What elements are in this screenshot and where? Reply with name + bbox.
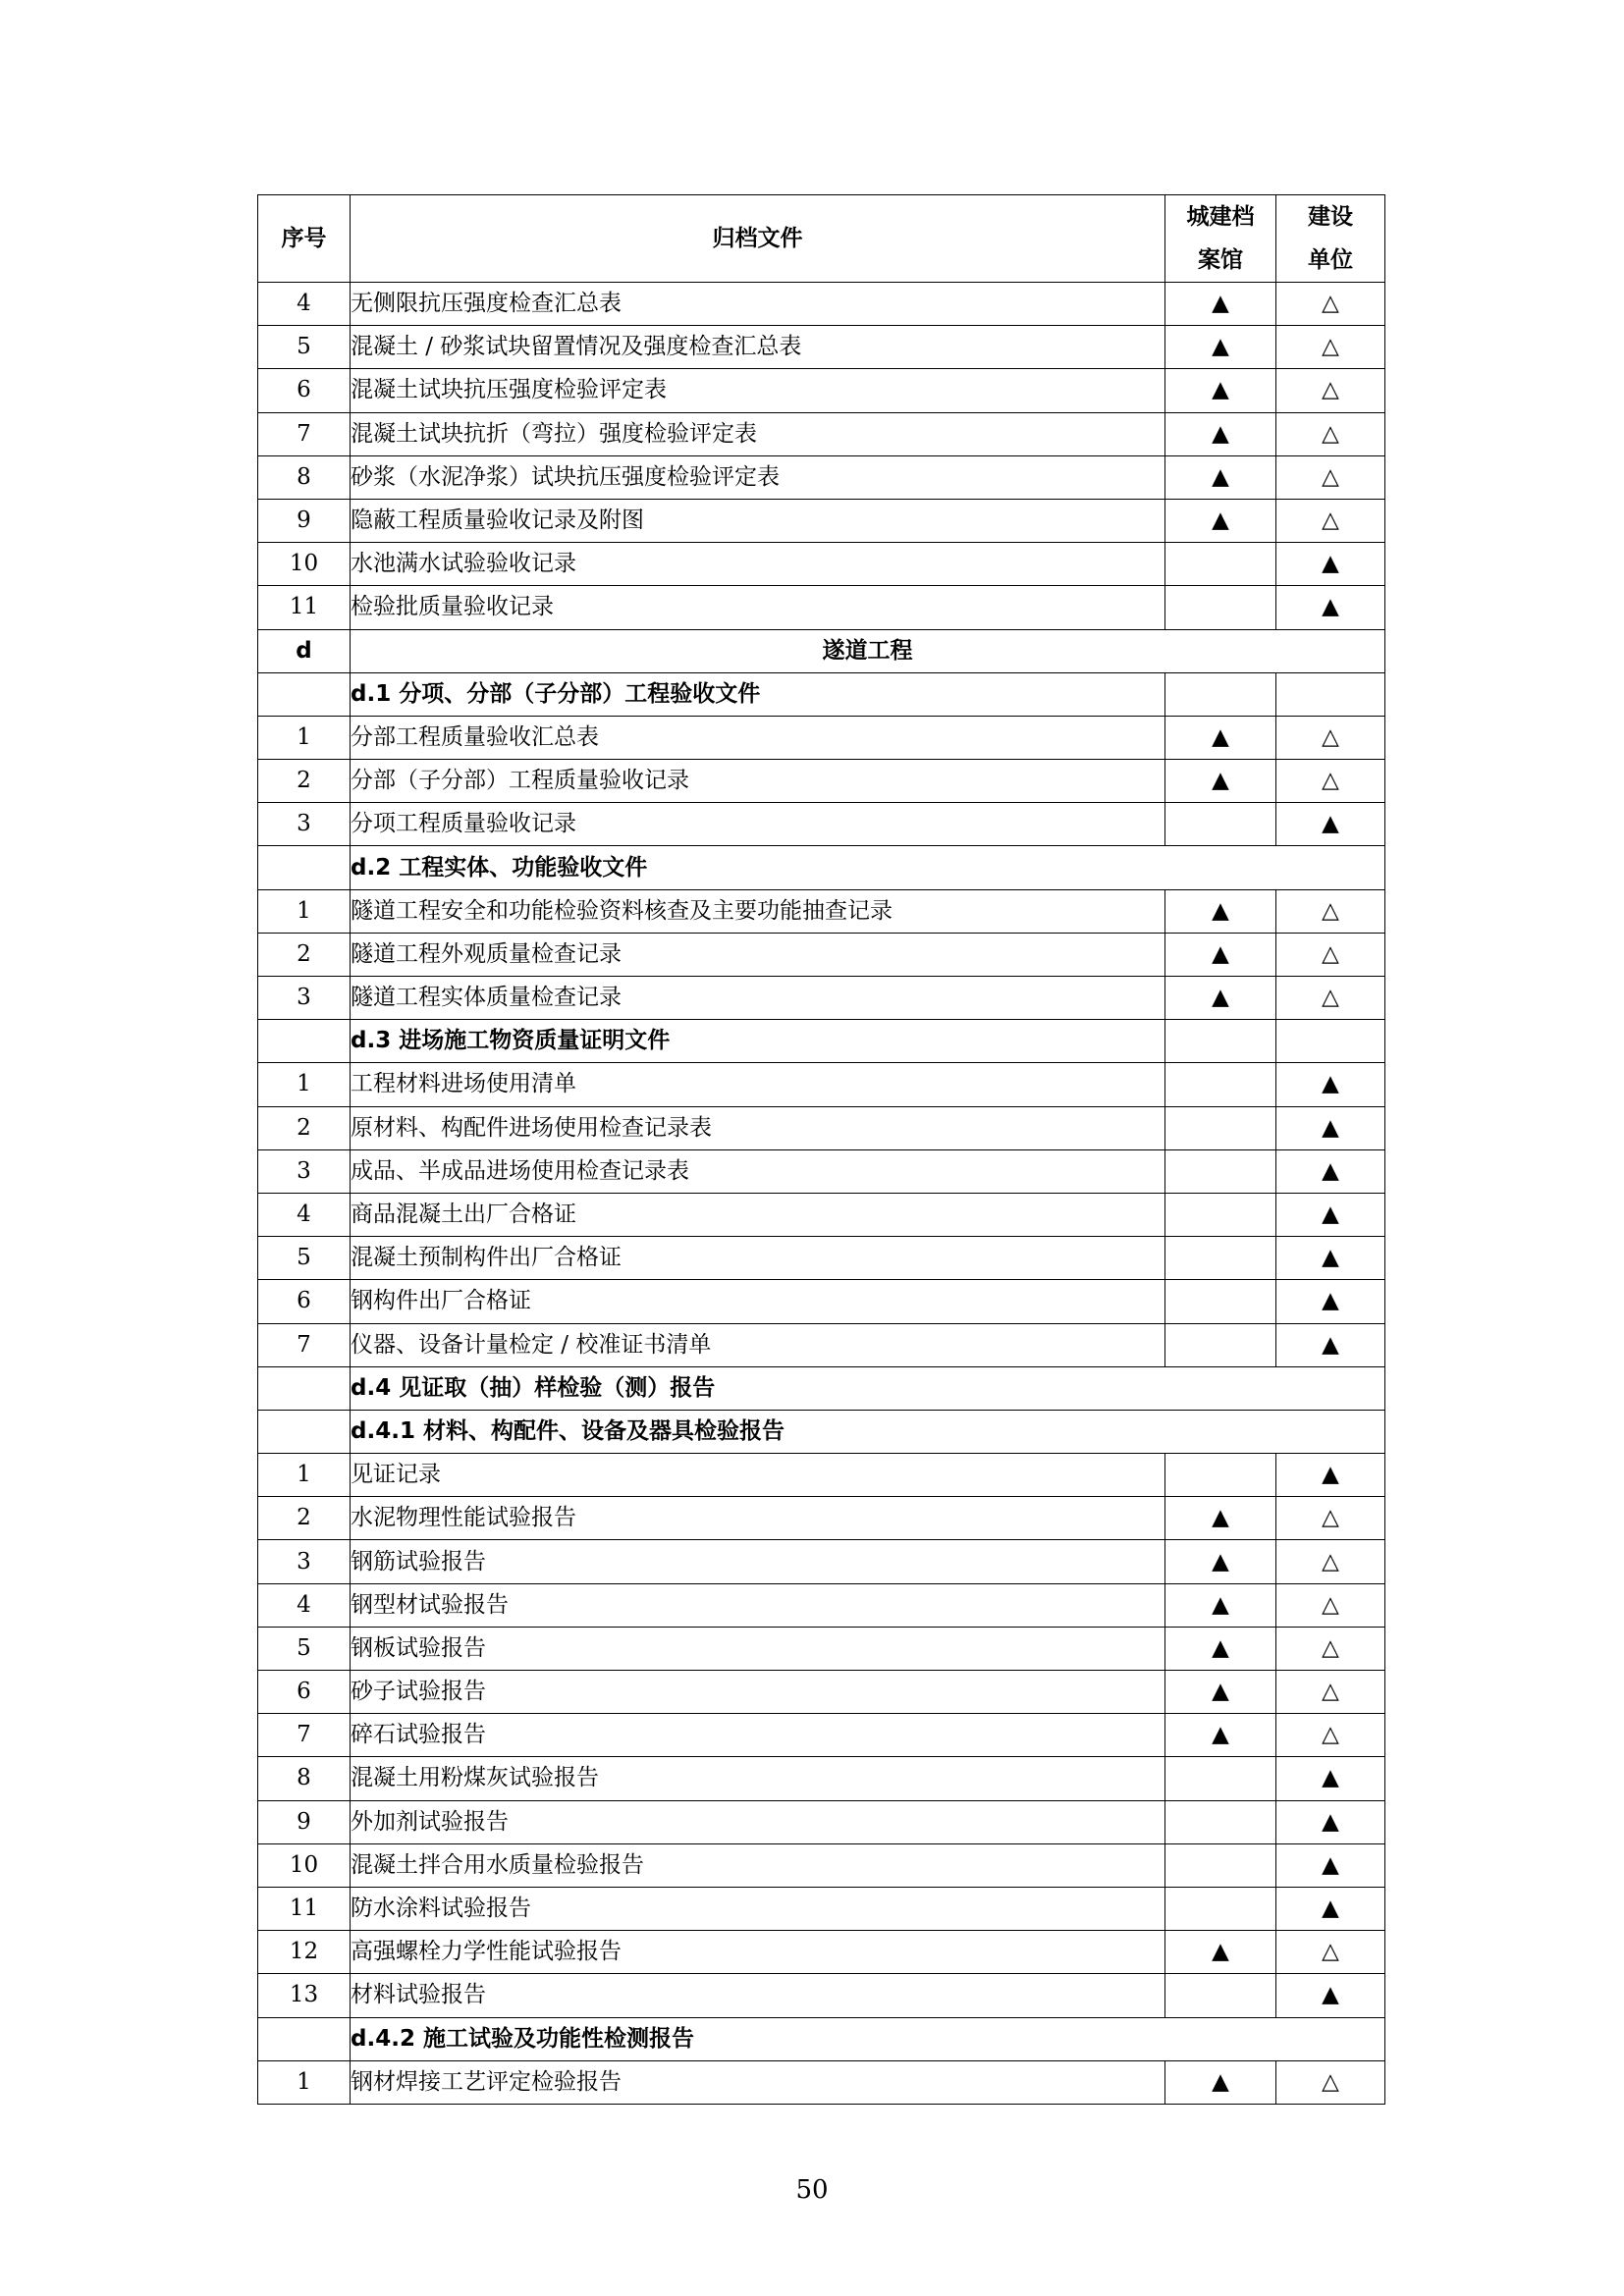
row-seq: 4	[258, 1583, 351, 1627]
archive-mark	[1165, 543, 1276, 586]
row-seq: 2	[258, 760, 351, 803]
table-row	[258, 933, 1385, 976]
table-row	[258, 283, 1385, 326]
subsection-archive-cell	[1165, 672, 1276, 716]
unit-mark: △	[1276, 499, 1385, 542]
unit-mark: △	[1276, 760, 1385, 803]
row-seq: 4	[258, 1193, 351, 1236]
section-title: 遂道工程	[351, 629, 1385, 672]
subsection-archive-cell	[1165, 1020, 1276, 1063]
row-seq: 4	[258, 283, 351, 326]
table-header	[258, 195, 1385, 283]
unit-mark: ▲	[1276, 1843, 1385, 1887]
row-seq: 2	[258, 1497, 351, 1540]
subsection-seq-cell	[258, 2017, 351, 2060]
row-seq: 11	[258, 1887, 351, 1930]
subsection-unit-cell	[1276, 672, 1385, 716]
unit-mark: △	[1276, 2060, 1385, 2104]
row-document: 见证记录	[351, 1454, 1165, 1497]
row-seq: 6	[258, 1671, 351, 1714]
header-doc: 归档文件	[351, 195, 1165, 283]
row-document: 混凝土试块抗压强度检验评定表	[351, 369, 1165, 412]
row-document: 砂浆（水泥净浆）试块抗压强度检验评定表	[351, 455, 1165, 499]
unit-mark: ▲	[1276, 1757, 1385, 1800]
table-row	[258, 499, 1385, 542]
row-document: 混凝土拌合用水质量检验报告	[351, 1843, 1165, 1887]
row-document: 水泥物理性能试验报告	[351, 1497, 1165, 1540]
unit-mark: △	[1276, 369, 1385, 412]
subsection-title: d.1 分项、分部（子分部）工程验收文件	[351, 672, 1165, 716]
archive-mark: ▲	[1165, 1627, 1276, 1670]
archive-mark: ▲	[1165, 2060, 1276, 2104]
table-row	[258, 1323, 1385, 1366]
row-seq: 9	[258, 499, 351, 542]
row-seq: 2	[258, 1106, 351, 1149]
archive-file-table	[257, 194, 1385, 2105]
unit-mark: △	[1276, 716, 1385, 759]
archive-mark: ▲	[1165, 1583, 1276, 1627]
archive-mark	[1165, 1149, 1276, 1193]
header-seq: 序号	[258, 195, 351, 283]
unit-mark: △	[1276, 326, 1385, 369]
subsection-row	[258, 1410, 1385, 1453]
row-document: 分部（子分部）工程质量验收记录	[351, 760, 1165, 803]
unit-mark: △	[1276, 1497, 1385, 1540]
subsection-row	[258, 1020, 1385, 1063]
table-row	[258, 1800, 1385, 1843]
row-document: 碎石试验报告	[351, 1714, 1165, 1757]
table-row	[258, 760, 1385, 803]
row-seq: 5	[258, 326, 351, 369]
row-seq: 1	[258, 889, 351, 933]
archive-mark	[1165, 1800, 1276, 1843]
unit-mark: ▲	[1276, 543, 1385, 586]
table-row	[258, 1149, 1385, 1193]
row-document: 混凝土 / 砂浆试块留置情况及强度检查汇总表	[351, 326, 1165, 369]
row-document: 隧道工程安全和功能检验资料核查及主要功能抽查记录	[351, 889, 1165, 933]
row-seq: 1	[258, 1063, 351, 1106]
row-document: 混凝土用粉煤灰试验报告	[351, 1757, 1165, 1800]
subsection-row	[258, 1366, 1385, 1410]
unit-mark: ▲	[1276, 1149, 1385, 1193]
row-document: 钢构件出厂合格证	[351, 1280, 1165, 1323]
table-row	[258, 543, 1385, 586]
archive-mark: ▲	[1165, 933, 1276, 976]
unit-mark: △	[1276, 977, 1385, 1020]
subsection-title: d.2 工程实体、功能验收文件	[351, 846, 1385, 889]
row-document: 成品、半成品进场使用检查记录表	[351, 1149, 1165, 1193]
subsection-seq-cell	[258, 1410, 351, 1453]
archive-mark: ▲	[1165, 1540, 1276, 1583]
unit-mark: ▲	[1276, 1193, 1385, 1236]
unit-mark: ▲	[1276, 1323, 1385, 1366]
header-archive: 城建档 案馆	[1165, 195, 1276, 283]
row-document: 无侧限抗压强度检查汇总表	[351, 283, 1165, 326]
archive-mark: ▲	[1165, 1497, 1276, 1540]
table-row	[258, 1583, 1385, 1627]
row-seq: 3	[258, 1540, 351, 1583]
archive-mark	[1165, 1280, 1276, 1323]
archive-mark: ▲	[1165, 977, 1276, 1020]
table-row	[258, 977, 1385, 1020]
row-document: 砂子试验报告	[351, 1671, 1165, 1714]
header-unit: 建设 单位	[1276, 195, 1385, 283]
subsection-title: d.4 见证取（抽）样检验（测）报告	[351, 1366, 1385, 1410]
header-row	[258, 195, 1385, 283]
table-row	[258, 1280, 1385, 1323]
row-document: 高强螺栓力学性能试验报告	[351, 1931, 1165, 1974]
archive-mark	[1165, 1193, 1276, 1236]
unit-mark: ▲	[1276, 803, 1385, 846]
unit-mark: ▲	[1276, 1887, 1385, 1930]
row-seq: 9	[258, 1800, 351, 1843]
row-document: 工程材料进场使用清单	[351, 1063, 1165, 1106]
archive-mark: ▲	[1165, 889, 1276, 933]
row-document: 混凝土预制构件出厂合格证	[351, 1237, 1165, 1280]
archive-mark	[1165, 586, 1276, 629]
table-row	[258, 2060, 1385, 2104]
archive-mark: ▲	[1165, 1671, 1276, 1714]
subsection-row	[258, 672, 1385, 716]
unit-mark: ▲	[1276, 1454, 1385, 1497]
row-document: 混凝土试块抗折（弯拉）强度检验评定表	[351, 412, 1165, 455]
unit-mark: △	[1276, 933, 1385, 976]
row-seq: 12	[258, 1931, 351, 1974]
row-seq: 6	[258, 369, 351, 412]
unit-mark: △	[1276, 889, 1385, 933]
row-seq: 13	[258, 1974, 351, 2017]
unit-mark: ▲	[1276, 1106, 1385, 1149]
row-seq: 8	[258, 455, 351, 499]
row-seq: 5	[258, 1627, 351, 1670]
row-document: 隧道工程外观质量检查记录	[351, 933, 1165, 976]
table-row	[258, 1063, 1385, 1106]
row-seq: 5	[258, 1237, 351, 1280]
unit-mark: ▲	[1276, 1974, 1385, 2017]
row-document: 隐蔽工程质量验收记录及附图	[351, 499, 1165, 542]
row-seq: 3	[258, 1149, 351, 1193]
table-row	[258, 1931, 1385, 1974]
row-seq: 8	[258, 1757, 351, 1800]
archive-mark: ▲	[1165, 455, 1276, 499]
row-seq: 1	[258, 1454, 351, 1497]
archive-mark: ▲	[1165, 1931, 1276, 1974]
table-row	[258, 412, 1385, 455]
row-seq: 1	[258, 2060, 351, 2104]
archive-mark	[1165, 1237, 1276, 1280]
row-seq: 3	[258, 977, 351, 1020]
table-body	[258, 283, 1385, 2105]
archive-mark: ▲	[1165, 412, 1276, 455]
page-number: 50	[795, 2175, 829, 2205]
archive-mark: ▲	[1165, 283, 1276, 326]
row-document: 钢型材试验报告	[351, 1583, 1165, 1627]
archive-mark	[1165, 1454, 1276, 1497]
unit-mark: △	[1276, 1627, 1385, 1670]
unit-mark: △	[1276, 283, 1385, 326]
table-row	[258, 369, 1385, 412]
archive-mark	[1165, 1974, 1276, 2017]
subsection-title: d.4.1 材料、构配件、设备及器具检验报告	[351, 1410, 1385, 1453]
unit-mark: ▲	[1276, 1063, 1385, 1106]
subsection-seq-cell	[258, 846, 351, 889]
row-seq: 7	[258, 1323, 351, 1366]
archive-mark: ▲	[1165, 760, 1276, 803]
row-document: 分部工程质量验收汇总表	[351, 716, 1165, 759]
table-row	[258, 1757, 1385, 1800]
table-row	[258, 326, 1385, 369]
section-row	[258, 629, 1385, 672]
table-row	[258, 586, 1385, 629]
archive-mark	[1165, 803, 1276, 846]
table-row	[258, 1497, 1385, 1540]
subsection-row	[258, 846, 1385, 889]
row-document: 防水涂料试验报告	[351, 1887, 1165, 1930]
archive-mark	[1165, 1106, 1276, 1149]
subsection-seq-cell	[258, 1366, 351, 1410]
row-document: 钢板试验报告	[351, 1627, 1165, 1670]
row-document: 检验批质量验收记录	[351, 586, 1165, 629]
row-document: 商品混凝土出厂合格证	[351, 1193, 1165, 1236]
archive-mark: ▲	[1165, 499, 1276, 542]
row-document: 隧道工程实体质量检查记录	[351, 977, 1165, 1020]
row-document: 分项工程质量验收记录	[351, 803, 1165, 846]
archive-mark	[1165, 1757, 1276, 1800]
archive-mark: ▲	[1165, 716, 1276, 759]
row-seq: 2	[258, 933, 351, 976]
row-document: 外加剂试验报告	[351, 1800, 1165, 1843]
row-document: 材料试验报告	[351, 1974, 1165, 2017]
table-row	[258, 1540, 1385, 1583]
subsection-seq-cell	[258, 1020, 351, 1063]
row-seq: 1	[258, 716, 351, 759]
archive-mark	[1165, 1843, 1276, 1887]
subsection-unit-cell	[1276, 1020, 1385, 1063]
unit-mark: ▲	[1276, 1800, 1385, 1843]
table-row	[258, 889, 1385, 933]
row-seq: 10	[258, 1843, 351, 1887]
archive-mark: ▲	[1165, 326, 1276, 369]
archive-mark	[1165, 1323, 1276, 1366]
table-row	[258, 1974, 1385, 2017]
subsection-row	[258, 2017, 1385, 2060]
table-row	[258, 1454, 1385, 1497]
row-seq: 7	[258, 1714, 351, 1757]
subsection-seq-cell	[258, 672, 351, 716]
section-seq: d	[258, 629, 351, 672]
archive-mark	[1165, 1063, 1276, 1106]
table-row	[258, 803, 1385, 846]
table-row	[258, 1887, 1385, 1930]
table-row	[258, 716, 1385, 759]
row-document: 水池满水试验验收记录	[351, 543, 1165, 586]
unit-mark: △	[1276, 412, 1385, 455]
unit-mark: △	[1276, 1671, 1385, 1714]
table-row	[258, 1843, 1385, 1887]
unit-mark: ▲	[1276, 586, 1385, 629]
row-seq: 7	[258, 412, 351, 455]
unit-mark: ▲	[1276, 1237, 1385, 1280]
unit-mark: △	[1276, 1714, 1385, 1757]
row-seq: 11	[258, 586, 351, 629]
subsection-title: d.3 进场施工物资质量证明文件	[351, 1020, 1165, 1063]
table-row	[258, 455, 1385, 499]
row-seq: 6	[258, 1280, 351, 1323]
row-document: 仪器、设备计量检定 / 校准证书清单	[351, 1323, 1165, 1366]
unit-mark: △	[1276, 1583, 1385, 1627]
row-document: 原材料、构配件进场使用检查记录表	[351, 1106, 1165, 1149]
row-seq: 3	[258, 803, 351, 846]
row-document: 钢筋试验报告	[351, 1540, 1165, 1583]
unit-mark: △	[1276, 455, 1385, 499]
unit-mark: ▲	[1276, 1280, 1385, 1323]
table-row	[258, 1714, 1385, 1757]
table-row	[258, 1627, 1385, 1670]
table-row	[258, 1671, 1385, 1714]
table-row	[258, 1237, 1385, 1280]
archive-mark: ▲	[1165, 1714, 1276, 1757]
archive-mark: ▲	[1165, 369, 1276, 412]
subsection-title: d.4.2 施工试验及功能性检测报告	[351, 2017, 1385, 2060]
table-row	[258, 1106, 1385, 1149]
unit-mark: △	[1276, 1931, 1385, 1974]
table-row	[258, 1193, 1385, 1236]
archive-mark	[1165, 1887, 1276, 1930]
row-document: 钢材焊接工艺评定检验报告	[351, 2060, 1165, 2104]
unit-mark: △	[1276, 1540, 1385, 1583]
row-seq: 10	[258, 543, 351, 586]
